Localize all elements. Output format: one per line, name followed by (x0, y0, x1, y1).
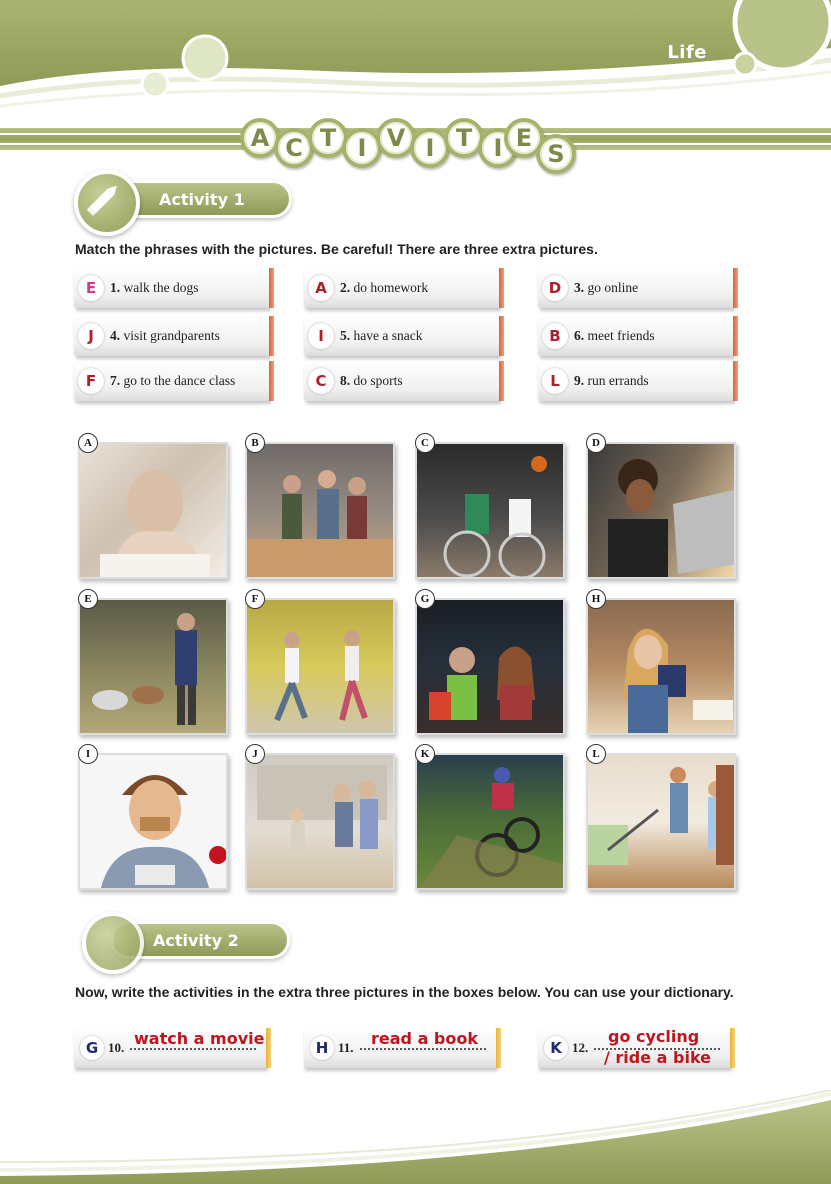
match-number: 7. (110, 373, 121, 388)
match-item (304, 361, 500, 401)
match-phrase: have a snack (353, 328, 423, 343)
match-phrase: meet friends (587, 328, 655, 343)
match-number: 6. (574, 328, 585, 343)
photo-label: J (245, 744, 265, 764)
match-answer: D (542, 275, 568, 301)
write-answer: watch a movie (134, 1029, 265, 1048)
photo-homework (78, 442, 228, 579)
write-answer: read a book (371, 1029, 479, 1048)
title-letter: V (376, 118, 416, 158)
title-letter: S (536, 134, 576, 174)
photo-friends (245, 442, 395, 579)
photo-label: G (415, 589, 435, 609)
activity-2-badge (82, 912, 144, 974)
photo-label: D (586, 433, 606, 453)
write-number: 11. (338, 1040, 354, 1055)
photo-label: B (245, 433, 265, 453)
match-item (74, 316, 270, 356)
activity-1-label: Activity 1 (159, 189, 245, 209)
match-answer: J (78, 323, 104, 349)
match-number: 5. (340, 328, 351, 343)
photo-label: F (245, 589, 265, 609)
title-letter: C (274, 128, 314, 168)
photo-reading (586, 598, 736, 735)
title-letter: T (444, 118, 484, 158)
match-answer: C (308, 368, 334, 394)
match-phrase: do homework (353, 280, 429, 295)
match-number: 2. (340, 280, 351, 295)
match-phrase: do sports (353, 373, 403, 388)
match-answer: B (542, 323, 568, 349)
pencil-badge (74, 170, 140, 236)
match-answer: F (78, 368, 104, 394)
match-answer: I (308, 323, 334, 349)
photo-label: C (415, 433, 435, 453)
match-item (74, 361, 270, 401)
photo-dance (245, 598, 395, 735)
activity-1-instruction: Match the phrases with the pictures. Be careful! There are three extra pictures. (75, 241, 598, 257)
match-item (538, 361, 734, 401)
section-title: Life (667, 42, 707, 63)
match-answer: L (542, 368, 568, 394)
match-number: 8. (340, 373, 351, 388)
photo-label: I (78, 744, 98, 764)
photo-label: A (78, 433, 98, 453)
title-letter: A (240, 118, 280, 158)
photo-cycling (415, 753, 565, 890)
match-item (74, 268, 270, 308)
write-answer-alt: / ride a bike (604, 1048, 712, 1067)
photo-errands (586, 753, 736, 890)
photo-snack (78, 753, 228, 890)
match-number: 3. (574, 280, 585, 295)
write-box[interactable] (304, 1028, 497, 1068)
title-letter: E (504, 118, 544, 158)
match-item (538, 316, 734, 356)
match-answer: E (78, 275, 104, 301)
title-letter: I (410, 128, 450, 168)
write-number: 10. (108, 1040, 125, 1055)
match-number: 4. (110, 328, 121, 343)
dotted-line (130, 1048, 256, 1050)
write-number: 12. (572, 1040, 589, 1055)
match-item (538, 268, 734, 308)
photo-movie (415, 598, 565, 735)
match-phrase: walk the dogs (123, 280, 199, 295)
match-number: 9. (574, 373, 585, 388)
photo-label: K (415, 744, 435, 764)
photo-sports (415, 442, 565, 579)
photo-label: L (586, 744, 606, 764)
match-item (304, 316, 500, 356)
write-answer: go cycling (608, 1027, 700, 1046)
photo-label: E (78, 589, 98, 609)
match-phrase: go online (587, 280, 639, 295)
match-phrase: run errands (587, 373, 649, 388)
match-phrase: visit grandparents (123, 328, 220, 343)
photo-online (586, 442, 736, 579)
photo-label: H (586, 589, 606, 609)
match-item (304, 268, 500, 308)
activity-2-instruction: Now, write the activities in the extra three pictures in the boxes below. You can use your dictionary. (75, 984, 734, 1000)
write-answer-letter: G (80, 1036, 104, 1060)
title-letter: I (478, 128, 518, 168)
photo-dogs (78, 598, 228, 735)
write-box[interactable] (538, 1028, 731, 1068)
activity-2-label: Activity 2 (153, 930, 239, 950)
write-answer-letter: K (544, 1036, 568, 1060)
pencil-icon (78, 174, 128, 224)
write-answer-letter: H (310, 1036, 334, 1060)
photo-grandparents (245, 753, 395, 890)
title-letter: T (308, 118, 348, 158)
title-letter: I (342, 128, 382, 168)
write-box[interactable] (74, 1028, 267, 1068)
match-number: 1. (110, 280, 121, 295)
match-answer: A (308, 275, 334, 301)
footer-decoration (0, 1090, 831, 1184)
match-phrase: go to the dance class (123, 373, 236, 388)
dotted-line (360, 1048, 486, 1050)
